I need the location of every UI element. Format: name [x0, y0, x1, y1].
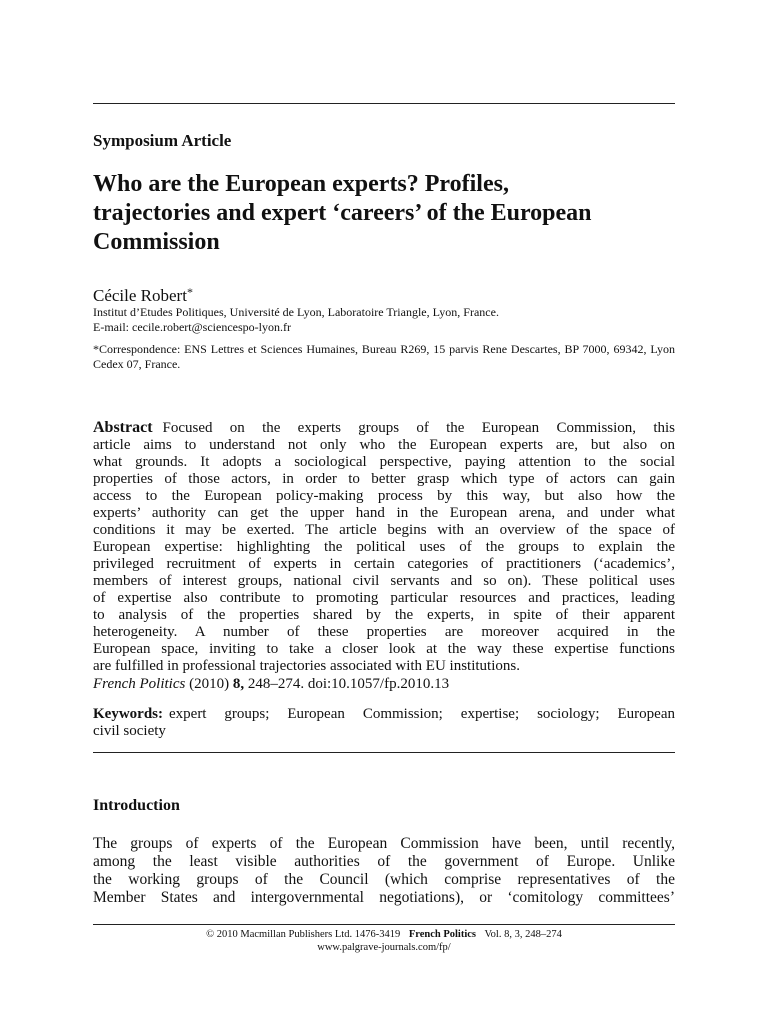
abstract-line: European expertise: highlighting the political uses of the groups to explain the: [93, 539, 675, 555]
footer-volume: Vol. 8, 3, 248–274: [484, 929, 562, 940]
footer-url: www.palgrave-journals.com/fp/: [317, 942, 451, 953]
correspondence-marker: *: [186, 285, 193, 299]
keywords-line: [93, 706, 675, 723]
introduction-heading: Introduction: [93, 797, 180, 814]
keywords: [93, 706, 675, 740]
page-footer: [93, 928, 675, 954]
abstract-line: article aims to understand not only who the European experts are, but also on: [93, 437, 675, 453]
abstract-line: European space, inviting to take a closer look at the way these expertise functions: [93, 641, 675, 657]
footer-line: [93, 928, 675, 941]
citation-pages-doi: 248–274. doi:10.1057/fp.2010.13: [247, 676, 450, 692]
abstract-line: conditions it may be exerted. The article begins with an overview of the space of: [93, 522, 675, 538]
top-rule: [93, 103, 675, 104]
footer-copyright: © 2010 Macmillan Publishers Ltd. 1476-3419: [206, 929, 401, 940]
abstract-label: Abstract: [93, 419, 153, 436]
keywords-line: civil society: [93, 723, 166, 739]
citation-volume: 8,: [232, 676, 245, 692]
citation-journal: French Politics: [93, 676, 186, 692]
affiliation-block: [93, 305, 499, 335]
body-line: the working groups of the Council (which comprise representatives of the: [93, 871, 675, 888]
abstract-line: heterogeneity. A number of these properties are moreover acquired in the: [93, 624, 675, 640]
abstract-line: access to the European policy-making process by this way, but also how the: [93, 488, 675, 504]
title-line: Who are the European experts? Profiles,: [93, 171, 509, 197]
abstract-line: properties of those actors, in order to better grasp which type of actors can gain: [93, 471, 675, 487]
email: E-mail: cecile.robert@sciencespo-lyon.fr: [93, 320, 291, 334]
body-line: Member States and intergovernmental negotiations), or ‘comitology committees’: [93, 889, 675, 906]
abstract-line: of expertise also contribute to promoting particular resources and practices, leading: [93, 590, 675, 606]
footer-journal: French Politics: [408, 929, 476, 940]
section-label: Symposium Article: [93, 131, 232, 150]
correspondence: *Correspondence: ENS Lettres et Sciences Humaines, Bureau R269, 15 parvis Rene Descartes, BP 7000, 69342, Lyon Cedex 07, France.: [93, 342, 675, 371]
citation: [93, 676, 449, 693]
keywords-text: expert groups; European Commission; expertise; sociology; European: [169, 706, 675, 722]
abstract-line: [93, 419, 675, 437]
author-name-text: Cécile Robert: [93, 286, 187, 305]
abstract-line: experts’ authority can get the upper hand in the European arena, and under what: [93, 505, 675, 521]
keywords-label: Keywords:: [93, 706, 163, 722]
abstract-line: to analysis of the properties shared by the experts, in spite of their apparent: [93, 607, 675, 623]
title-line: Commission: [93, 229, 220, 255]
abstract-line: members of interest groups, national civil servants and so on). These political uses: [93, 573, 675, 589]
abstract-line: what grounds. It adopts a sociological perspective, paying attention to the social: [93, 454, 675, 470]
footer-rule: [93, 924, 675, 925]
body-line: The groups of experts of the European Commission have been, until recently,: [93, 835, 675, 852]
author-name: [93, 285, 193, 306]
title-line: trajectories and expert ‘careers’ of the European: [93, 200, 592, 226]
affiliation: Institut d’Etudes Politiques, Université de Lyon, Laboratoire Triangle, Lyon, France.: [93, 305, 499, 319]
abstract: [93, 419, 675, 675]
abstract-line: are fulfilled in professional trajectories associated with EU institutions.: [93, 658, 520, 674]
abstract-text: Focused on the experts groups of the European Commission, this: [162, 420, 675, 436]
citation-year: (2010): [189, 676, 230, 692]
introduction-body: [93, 835, 675, 907]
abstract-line: privileged recruitment of experts in certain categories of practitioners (‘academics’,: [93, 556, 675, 572]
article-title: [93, 170, 675, 257]
section-rule: [93, 752, 675, 753]
body-line: among the least visible authorities of the government of Europe. Unlike: [93, 853, 675, 870]
